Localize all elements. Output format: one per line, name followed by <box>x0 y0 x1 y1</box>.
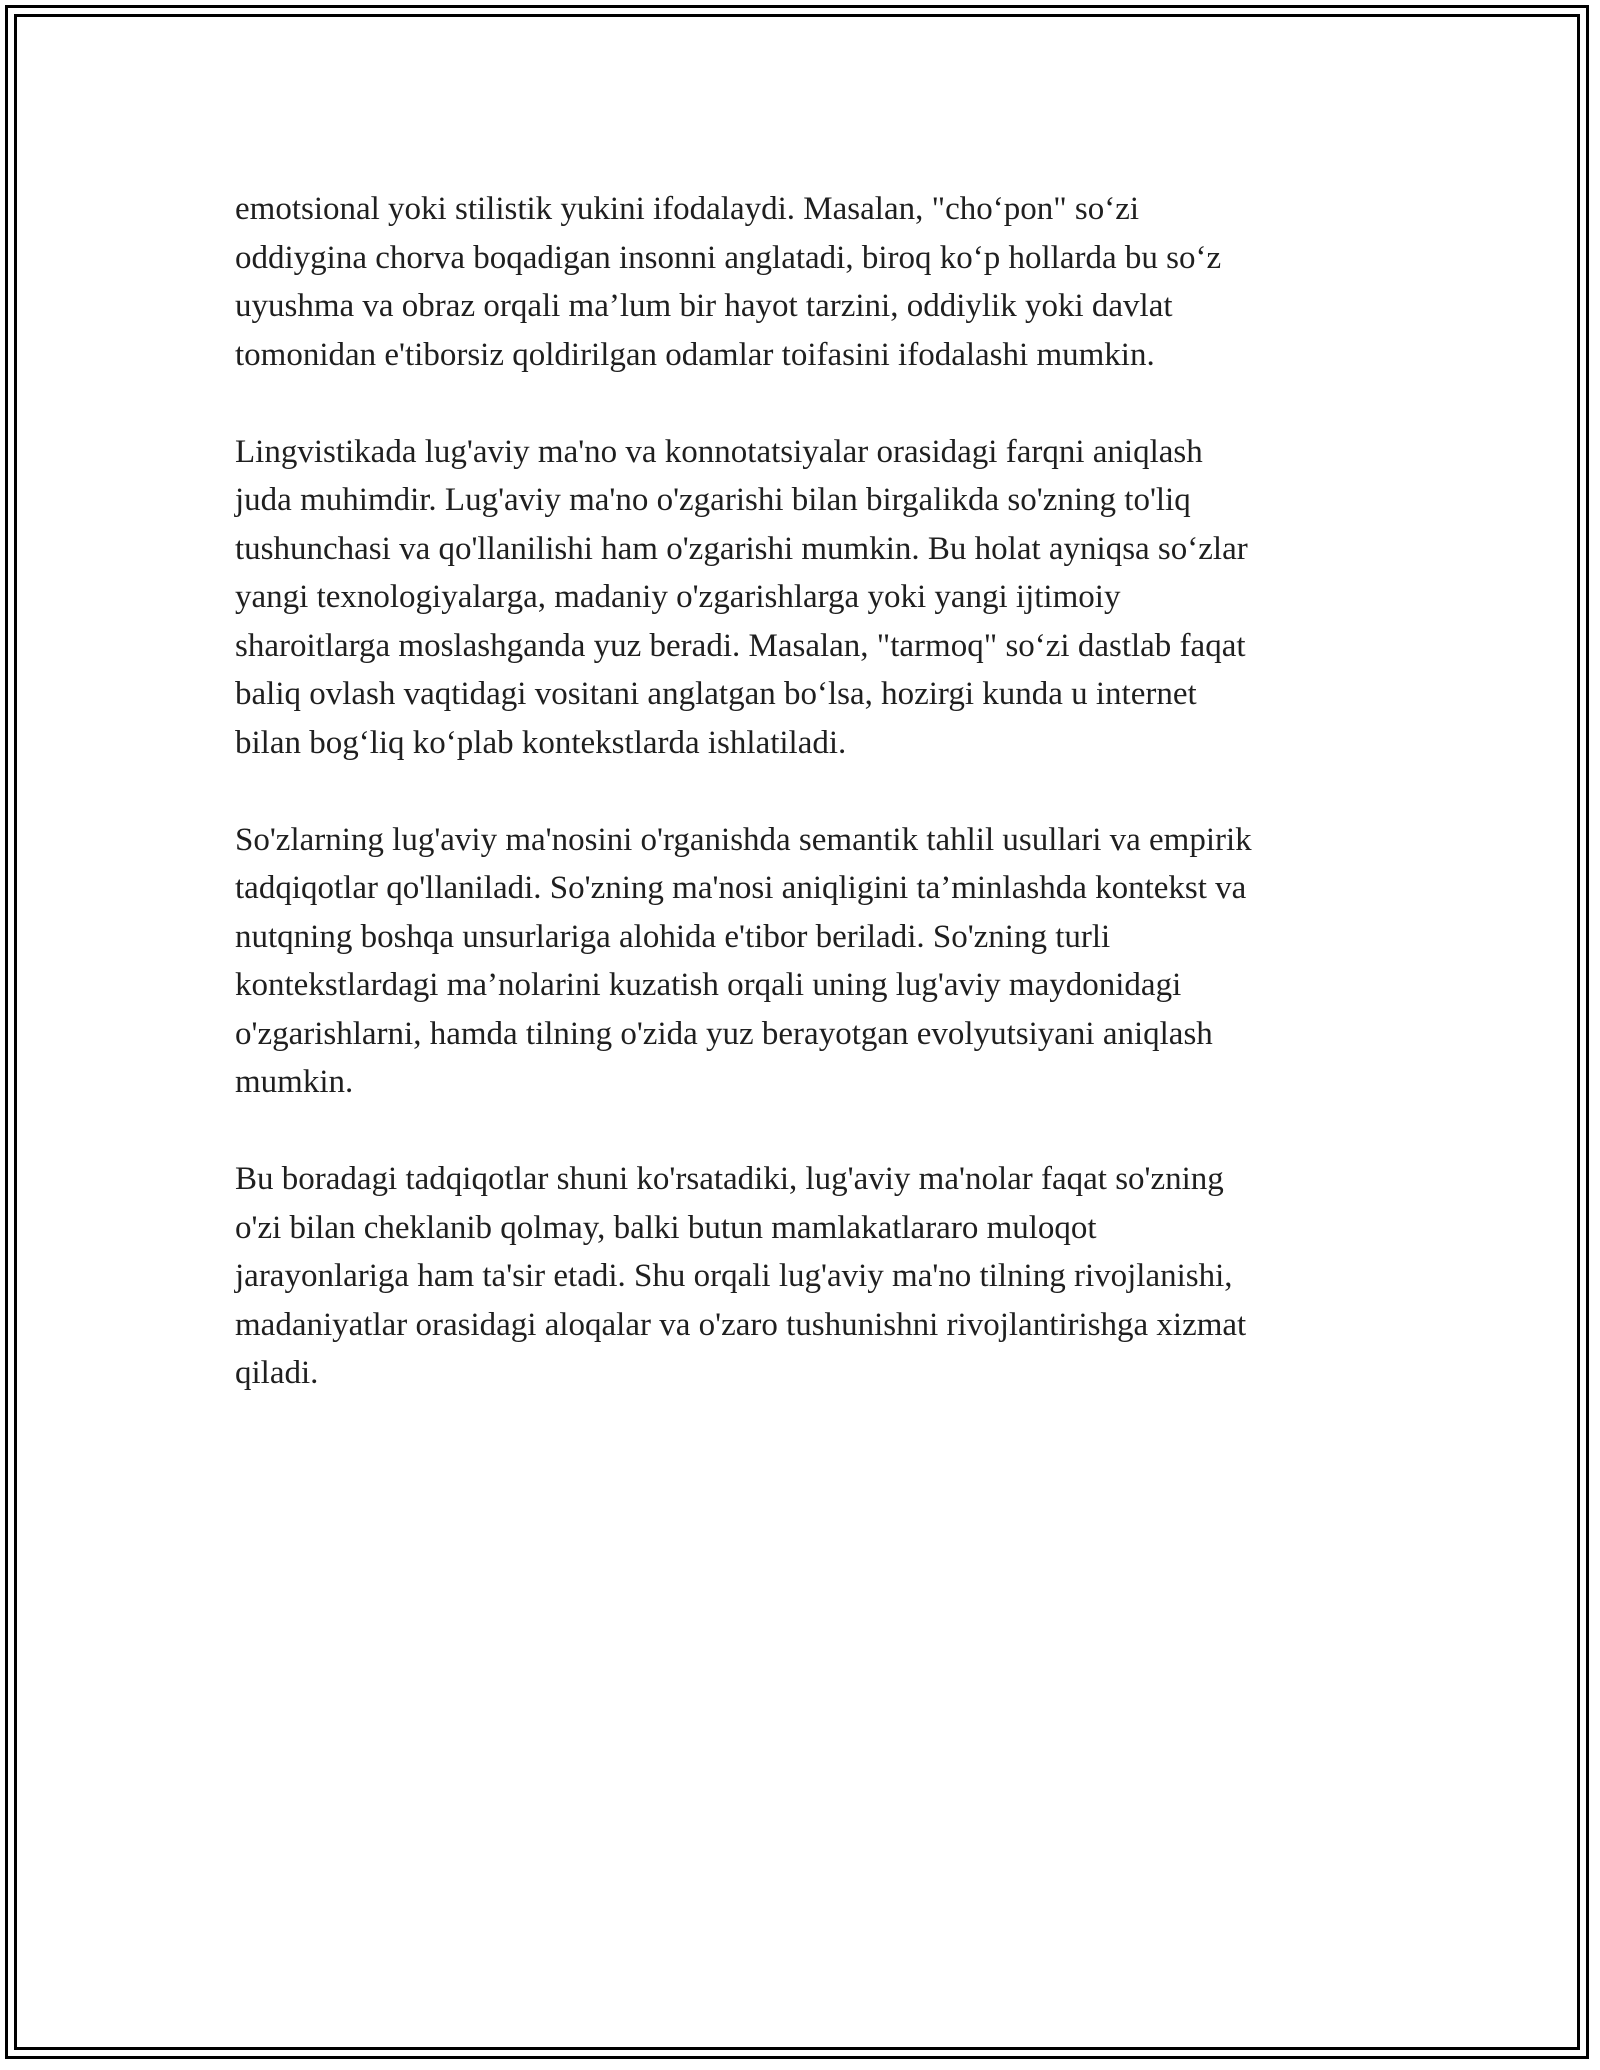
text-line: tushunchasi va qo'llanilishi ham o'zgarishi mumkin. Bu holat ayniqsa so‘zlar <box>235 530 1248 567</box>
paragraph <box>235 428 1380 768</box>
text-line: tadqiqotlar qo'llaniladi. So'zning ma'nosi aniqligini ta’minlashda kontekst va <box>235 870 1247 906</box>
text-line: So'zlarning lug'aviy ma'nosini o'rganishda semantik tahlil usullari va empirik <box>235 821 1252 858</box>
text-line: uyushma va obraz orqali ma’lum bir hayot tarzini, oddiylik yoki davlat <box>235 288 1173 324</box>
text-line: nutqning boshqa unsurlariga alohida e'tibor beriladi. So'zning turli <box>235 918 1111 955</box>
text-line: o'zi bilan cheklanib qolmay, balki butun mamlakatlararo muloqot <box>235 1209 1097 1246</box>
text-line: sharoitlarga moslashganda yuz beradi. Masalan, "tarmoq" so‘zi dastlab faqat <box>235 627 1246 664</box>
paragraph <box>235 185 1380 379</box>
text-line: bilan bog‘liq ko‘plab kontekstlarda ishlatiladi. <box>235 724 847 761</box>
text-line: juda muhimdir. Lug'aviy ma'no o'zgarishi bilan birgalikda so'zning to'liq <box>235 482 1191 518</box>
text-line: o'zgarishlarni, hamda tilning o'zida yuz berayotgan evolyutsiyani aniqlash <box>235 1015 1213 1052</box>
text-line: baliq ovlash vaqtidagi vositani anglatgan bo‘lsa, hozirgi kunda u internet <box>235 676 1197 712</box>
text-line: oddiygina chorva boqadigan insonni anglatadi, biroq ko‘p hollarda bu so‘z <box>235 239 1222 276</box>
text-line: Bu boradagi tadqiqotlar shuni ko'rsatadiki, lug'aviy ma'nolar faqat so'zning <box>235 1161 1224 1197</box>
text-line: emotsional yoki stilistik yukini ifodalaydi. Masalan, "cho‘pon" so‘zi <box>235 191 1140 227</box>
text-line: kontekstlardagi ma’nolarini kuzatish orqali uning lug'aviy maydonidagi <box>235 967 1182 1003</box>
paragraph <box>235 1155 1380 1398</box>
document-body <box>235 185 1380 1446</box>
text-line: Lingvistikada lug'aviy ma'no va konnotatsiyalar orasidagi farqni aniqlash <box>235 433 1203 470</box>
text-line: jarayonlariga ham ta'sir etadi. Shu orqali lug'aviy ma'no tilning rivojlanishi, <box>235 1258 1233 1294</box>
text-line: tomonidan e'tiborsiz qoldirilgan odamlar toifasini ifodalashi mumkin. <box>235 336 1155 373</box>
paragraph <box>235 816 1380 1107</box>
text-line: mumkin. <box>235 1064 354 1100</box>
text-line: qiladi. <box>235 1355 319 1391</box>
text-line: yangi texnologiyalarga, madaniy o'zgarishlarga yoki yangi ijtimoiy <box>235 579 1121 615</box>
text-line: madaniyatlar orasidagi aloqalar va o'zaro tushunishni rivojlantirishga xizmat <box>235 1306 1247 1343</box>
